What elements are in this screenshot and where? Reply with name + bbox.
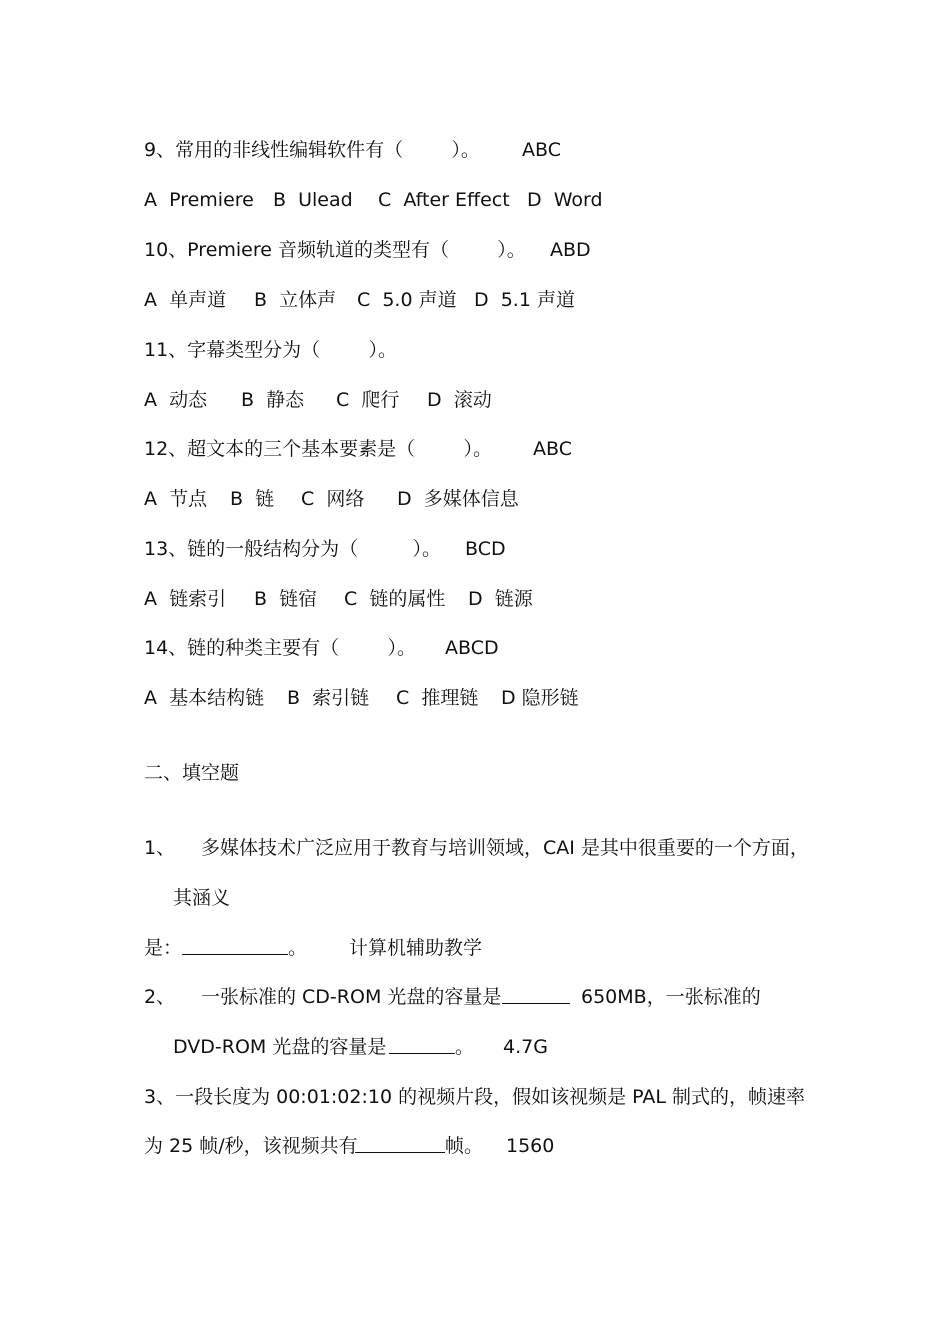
answer: ABCD [445,637,499,659]
question-text: 11、字幕类型分为（ ）。 [144,339,397,361]
option-a: A 链索引 [144,588,227,610]
answer: ABC [533,438,572,460]
option-c: C After Effect [378,189,510,211]
option-a: A 动态 [144,389,208,411]
question-text: 12、超文本的三个基本要素是（ ）。 [144,438,492,460]
suffix-text: 。 [288,937,308,959]
mc-options-14 [144,686,844,710]
question-text: 多媒体技术广泛应用于教育与培训领域，CAI 是其中很重要的一个方面， [201,837,809,859]
answer: ABD [550,239,591,261]
option-d: D 多媒体信息 [397,488,519,510]
option-a: A 基本结构链 [144,687,265,709]
fill-question-2-cont [173,1035,773,1059]
question-text: 10、Premiere 音频轨道的类型有（ ）。 [144,239,526,261]
answer: 4.7G [503,1036,548,1058]
option-a: A 节点 [144,488,208,510]
fill-answer-line-1 [144,936,744,960]
question-text: 一张标准的 CD-ROM 光盘的容量是 [201,986,502,1008]
answer-blank [182,936,288,961]
suffix-text: 帧。 [445,1135,484,1157]
answer: BCD [465,538,506,560]
option-c: C 推理链 [396,687,479,709]
mc-question-10 [144,238,844,262]
option-b: B 索引链 [287,687,370,709]
mc-question-13 [144,537,844,561]
option-b: B 静态 [241,389,305,411]
option-c: C 爬行 [336,389,400,411]
option-a: A Premiere [144,189,254,211]
mc-options-10 [144,288,844,312]
fill-question-3: 3、一段长度为 00:01:02:10 的视频片段，假如该视频是 PAL 制式的，帧速率 [144,1086,805,1108]
option-b: B Ulead [273,189,353,211]
mc-question-14 [144,636,844,660]
option-b: B 立体声 [254,289,337,311]
mc-options-9 [144,188,844,212]
mc-options-13 [144,587,844,611]
option-b: B 链 [230,488,275,510]
fill-question-1-cont: 其涵义 [173,887,231,909]
question-text: 9、常用的非线性编辑软件有（ ）。 [144,139,480,161]
answer: 1560 [506,1135,555,1157]
mc-question-12 [144,437,844,461]
option-d: D 链源 [468,588,533,610]
option-d: D 5.1 声道 [474,289,575,311]
option-d: D 隐形链 [501,687,579,709]
mc-options-11 [144,388,844,412]
question-text: DVD-ROM 光盘的容量是 [173,1036,387,1058]
mc-question-9 [144,138,844,162]
section-title: 二、填空题 [144,762,240,784]
answer-blank [502,985,570,1010]
question-text: 14、链的种类主要有（ ）。 [144,637,416,659]
fill-question-2 [144,985,824,1009]
answer-blank [355,1134,445,1159]
suffix-text: 。 [455,1036,475,1058]
prefix-text: 是： [144,937,183,959]
option-a: A 单声道 [144,289,227,311]
option-d: D 滚动 [427,389,492,411]
question-number: 1、 [144,837,176,859]
option-c: C 网络 [301,488,365,510]
answer: 计算机辅助教学 [349,937,483,959]
answer: ABC [522,139,561,161]
answer: 650MB，一张标准的 [581,986,761,1008]
question-text: 13、链的一般结构分为（ ）。 [144,538,442,560]
option-c: C 链的属性 [344,588,446,610]
option-d: D Word [527,189,603,211]
option-c: C 5.0 声道 [357,289,457,311]
mc-question-11 [144,338,844,362]
fill-question-3-cont [144,1134,744,1158]
question-text: 为 25 帧/秒，该视频共有 [144,1135,358,1157]
question-number: 2、 [144,986,176,1008]
option-b: B 链宿 [254,588,318,610]
answer-blank [389,1035,455,1060]
mc-options-12 [144,487,844,511]
fill-question-1 [144,836,824,860]
